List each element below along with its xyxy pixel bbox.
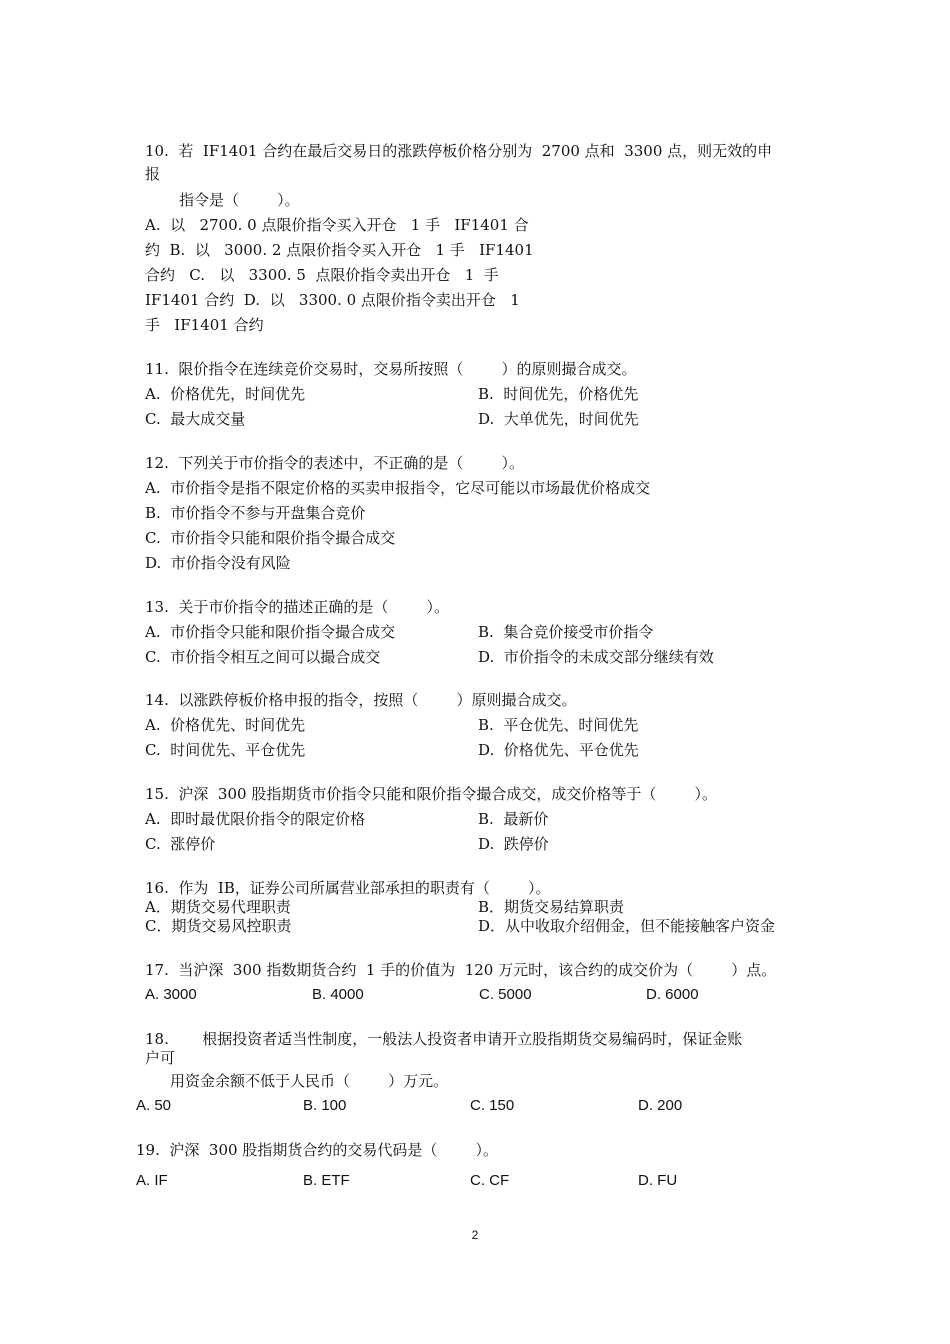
- page-number: 2: [471, 1228, 479, 1242]
- option-b: B. ETF: [303, 1172, 350, 1189]
- option-line: IF1401 合约 D. 以 3300. 0 点限价指令卖出开仓 1: [145, 291, 520, 309]
- option-b: B. 平仓优先、时间优先: [478, 716, 639, 734]
- option-c: C. 5000: [479, 986, 532, 1003]
- option-c: C. 市价指令相互之间可以撮合成交: [145, 648, 381, 666]
- question-stem-cont: 用资金余额不低于人民币（ ）万元。: [170, 1072, 449, 1090]
- option-line: 约 B. 以 3000. 2 点限价指令买入开仓 1 手 IF1401: [145, 241, 534, 259]
- option-d: D. FU: [638, 1172, 678, 1189]
- option-b: B．期货交易结算职责: [478, 898, 625, 916]
- option-d: D. 跌停价: [478, 835, 549, 853]
- option-line: 合约 C. 以 3300. 5 点限价指令卖出开仓 1 手: [145, 266, 499, 284]
- question-stem-wrap: 户可: [145, 1049, 176, 1067]
- option-d: D. 市价指令的未成交部分继续有效: [478, 648, 714, 666]
- question-stem: 12. 下列关于市价指令的表述中，不正确的是（ ）。: [145, 454, 525, 472]
- option-d: D. 200: [638, 1097, 683, 1114]
- option-c: C．期货交易风控职责: [145, 917, 292, 935]
- question-stem: 14. 以涨跌停板价格申报的指令，按照（ ）原则撮合成交。: [145, 691, 577, 709]
- option-line: A. 以 2700. 0 点限价指令买入开仓 1 手 IF1401 合: [145, 216, 529, 234]
- question-stem: 13. 关于市价指令的描述正确的是（ ）。: [145, 598, 450, 616]
- question-stem: 11. 限价指令在连续竞价交易时，交易所按照（ ）的原则撮合成交。: [145, 360, 637, 378]
- option-b: B. 集合竞价接受市价指令: [478, 623, 654, 641]
- option-a: A. 价格优先，时间优先: [145, 385, 306, 403]
- question-stem: 10. 若 IF1401 合约在最后交易日的涨跌停板价格分别为 2700 点和 3300 点，则无效的申: [145, 142, 773, 160]
- option-d: D. 价格优先、平仓优先: [478, 741, 639, 759]
- option-b: B. 4000: [312, 986, 364, 1003]
- option-a: A. 50: [136, 1097, 172, 1114]
- question-stem: 17. 当沪深 300 指数期货合约 1 手的价值为 120 万元时，该合约的成交价为（ ）点。: [145, 961, 777, 979]
- option-line: 手 IF1401 合约: [145, 316, 264, 334]
- option-a: A. 市价指令是指不限定价格的买卖申报指令，它尽可能以市场最优价格成交: [145, 479, 651, 497]
- option-a: A. 3000: [145, 986, 197, 1003]
- option-c: C. 时间优先、平仓优先: [145, 741, 306, 759]
- option-d: D. 大单优先，时间优先: [478, 410, 639, 428]
- question-stem: 16. 作为 IB，证券公司所属营业部承担的职责有（ ）。: [145, 879, 551, 897]
- question-stem: 18. 根据投资者适当性制度，一般法人投资者申请开立股指期货交易编码时，保证金账: [145, 1030, 743, 1048]
- question-stem-cont: 指令是（ ）。: [179, 191, 300, 209]
- question-stem: 15. 沪深 300 股指期货市价指令只能和限价指令撮合成交，成交价格等于（ ）。: [145, 785, 717, 803]
- option-a: A. IF: [136, 1172, 168, 1189]
- option-a: A. 即时最优限价指令的限定价格: [145, 810, 366, 828]
- option-d: D. 市价指令没有风险: [145, 554, 291, 572]
- option-c: C. 150: [470, 1097, 515, 1114]
- question-stem-wrap: 报: [145, 165, 161, 183]
- option-b: B. 时间优先，价格优先: [478, 385, 639, 403]
- question-stem: 19. 沪深 300 股指期货合约的交易代码是（ ）。: [136, 1141, 498, 1159]
- option-d: D. 6000: [646, 986, 699, 1003]
- option-c: C. 最大成交量: [145, 410, 246, 428]
- option-c: C. 涨停价: [145, 835, 216, 853]
- option-c: C. 市价指令只能和限价指令撮合成交: [145, 529, 396, 547]
- option-d: D．从中收取介绍佣金，但不能接触客户资金: [478, 917, 776, 935]
- option-b: B. 最新价: [478, 810, 549, 828]
- option-a: A. 价格优先、时间优先: [145, 716, 306, 734]
- option-b: B. 市价指令不参与开盘集合竞价: [145, 504, 366, 522]
- option-a: A. 市价指令只能和限价指令撮合成交: [145, 623, 396, 641]
- option-c: C. CF: [470, 1172, 510, 1189]
- option-a: A．期货交易代理职责: [145, 898, 291, 916]
- option-b: B. 100: [303, 1097, 347, 1114]
